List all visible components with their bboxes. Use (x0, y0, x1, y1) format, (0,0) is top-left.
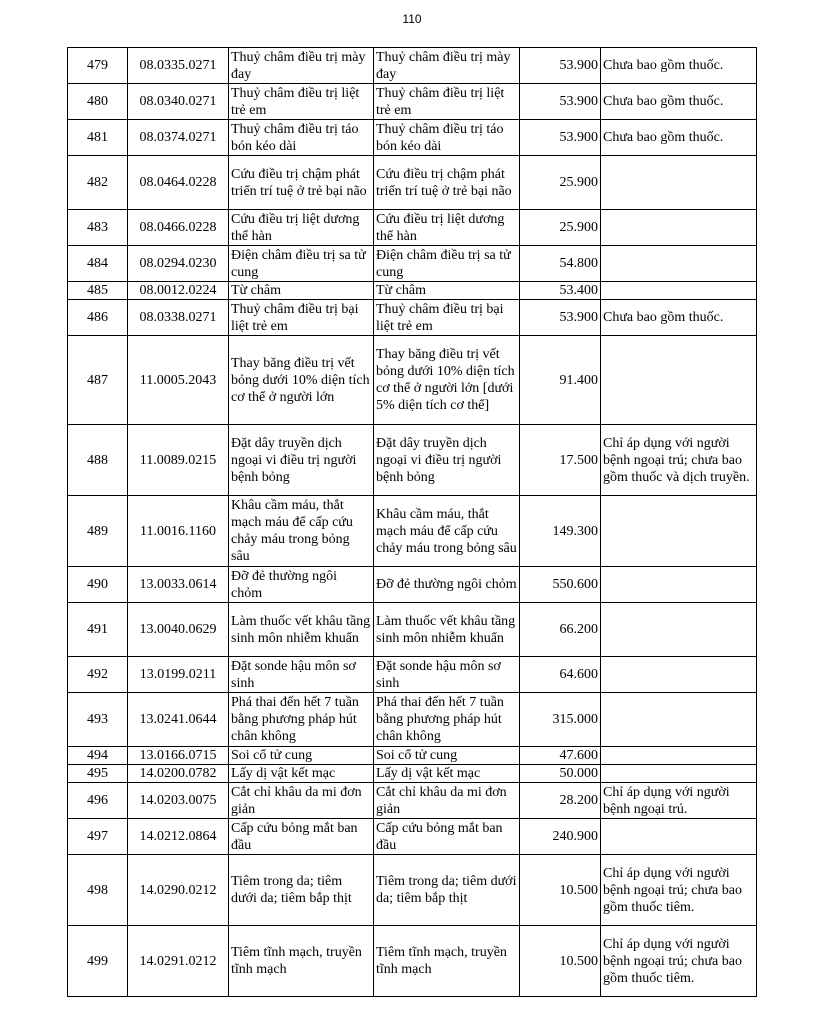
service-note (601, 819, 757, 855)
service-name: Từ châm (229, 282, 374, 300)
service-price: 10.500 (520, 855, 601, 926)
table-row (68, 496, 757, 567)
service-code: 14.0212.0864 (128, 819, 229, 855)
service-name: Khâu cầm máu, thắt mạch máu để cấp cứu chảy máu trong bỏng sâu (229, 496, 374, 567)
service-price: 53.900 (520, 300, 601, 336)
service-code: 13.0241.0644 (128, 693, 229, 747)
service-code: 11.0089.0215 (128, 425, 229, 496)
service-name: Cứu điều trị chậm phát triển trí tuệ ở trẻ bại não (229, 156, 374, 210)
service-code: 13.0033.0614 (128, 567, 229, 603)
service-note: Chưa bao gồm thuốc. (601, 300, 757, 336)
service-note (601, 765, 757, 783)
service-note: Chỉ áp dụng với người bệnh ngoại trú. (601, 783, 757, 819)
service-name-alt: Thuỷ châm điều trị táo bón kéo dài (374, 120, 520, 156)
row-number: 484 (68, 246, 128, 282)
service-price: 25.900 (520, 210, 601, 246)
service-name: Thuỷ châm điều trị liệt trẻ em (229, 84, 374, 120)
row-number: 481 (68, 120, 128, 156)
service-code: 08.0464.0228 (128, 156, 229, 210)
service-name-alt: Thuỷ châm điều trị mày đay (374, 48, 520, 84)
service-price: 91.400 (520, 336, 601, 425)
service-price: 50.000 (520, 765, 601, 783)
service-note (601, 567, 757, 603)
service-note (601, 747, 757, 765)
service-price: 53.900 (520, 120, 601, 156)
service-price: 17.500 (520, 425, 601, 496)
service-name-alt: Tiêm trong da; tiêm dưới da; tiêm bắp thịt (374, 855, 520, 926)
service-price: 25.900 (520, 156, 601, 210)
service-note (601, 603, 757, 657)
service-name-alt: Lấy dị vật kết mạc (374, 765, 520, 783)
service-name-alt: Điện châm điều trị sa tử cung (374, 246, 520, 282)
service-code: 08.0294.0230 (128, 246, 229, 282)
table-row (68, 657, 757, 693)
table-row (68, 336, 757, 425)
service-note: Chưa bao gồm thuốc. (601, 84, 757, 120)
service-name-alt: Cứu điều trị chậm phát triển trí tuệ ở trẻ bại não (374, 156, 520, 210)
table-row (68, 282, 757, 300)
row-number: 487 (68, 336, 128, 425)
service-price: 550.600 (520, 567, 601, 603)
price-table (67, 47, 757, 997)
service-note (601, 246, 757, 282)
row-number: 479 (68, 48, 128, 84)
table-body (68, 48, 757, 997)
service-price: 53.900 (520, 48, 601, 84)
service-note (601, 657, 757, 693)
service-name: Cắt chỉ khâu da mi đơn giản (229, 783, 374, 819)
service-price: 315.000 (520, 693, 601, 747)
service-name: Đặt dây truyền dịch ngoại vi điều trị người bệnh bỏng (229, 425, 374, 496)
row-number: 483 (68, 210, 128, 246)
service-price: 240.900 (520, 819, 601, 855)
service-note: Chỉ áp dụng với người bệnh ngoại trú; chưa bao gồm thuốc và dịch truyền. (601, 425, 757, 496)
service-name: Điện châm điều trị sa tử cung (229, 246, 374, 282)
service-price: 53.400 (520, 282, 601, 300)
row-number: 488 (68, 425, 128, 496)
service-name-alt: Phá thai đến hết 7 tuần bằng phương pháp hút chân không (374, 693, 520, 747)
service-code: 11.0016.1160 (128, 496, 229, 567)
page-number: 110 (402, 12, 422, 26)
service-name: Làm thuốc vết khâu tầng sinh môn nhiễm khuẩn (229, 603, 374, 657)
service-name: Đặt sonde hậu môn sơ sinh (229, 657, 374, 693)
service-price: 10.500 (520, 926, 601, 997)
service-code: 08.0012.0224 (128, 282, 229, 300)
row-number: 499 (68, 926, 128, 997)
row-number: 490 (68, 567, 128, 603)
service-name: Cấp cứu bỏng mắt ban đầu (229, 819, 374, 855)
row-number: 492 (68, 657, 128, 693)
service-name-alt: Đỡ đẻ thường ngôi chỏm (374, 567, 520, 603)
service-price: 53.900 (520, 84, 601, 120)
service-note: Chỉ áp dụng với người bệnh ngoại trú; chưa bao gồm thuốc tiêm. (601, 926, 757, 997)
service-price: 149.300 (520, 496, 601, 567)
service-code: 14.0290.0212 (128, 855, 229, 926)
service-name: Phá thai đến hết 7 tuần bằng phương pháp hút chân không (229, 693, 374, 747)
row-number: 491 (68, 603, 128, 657)
service-name-alt: Khâu cầm máu, thắt mạch máu để cấp cứu chảy máu trong bỏng sâu (374, 496, 520, 567)
table-row (68, 120, 757, 156)
service-name-alt: Soi cổ tử cung (374, 747, 520, 765)
service-name-alt: Thay băng điều trị vết bỏng dưới 10% diện tích cơ thể ở người lớn [dưới 5% diện tích cơ thể] (374, 336, 520, 425)
row-number: 496 (68, 783, 128, 819)
row-number: 498 (68, 855, 128, 926)
service-name-alt: Thuỷ châm điều trị bại liệt trẻ em (374, 300, 520, 336)
service-note: Chưa bao gồm thuốc. (601, 48, 757, 84)
service-name: Tiêm trong da; tiêm dưới da; tiêm bắp thịt (229, 855, 374, 926)
table-row (68, 246, 757, 282)
service-name-alt: Tiêm tĩnh mạch, truyền tĩnh mạch (374, 926, 520, 997)
row-number: 486 (68, 300, 128, 336)
service-note (601, 693, 757, 747)
row-number: 493 (68, 693, 128, 747)
service-code: 13.0199.0211 (128, 657, 229, 693)
table-row (68, 567, 757, 603)
service-name: Soi cổ tử cung (229, 747, 374, 765)
service-code: 14.0203.0075 (128, 783, 229, 819)
service-name-alt: Cấp cứu bỏng mắt ban đầu (374, 819, 520, 855)
service-code: 08.0335.0271 (128, 48, 229, 84)
table-row (68, 425, 757, 496)
service-code: 14.0200.0782 (128, 765, 229, 783)
table-row (68, 783, 757, 819)
service-code: 13.0040.0629 (128, 603, 229, 657)
service-name: Cứu điều trị liệt dương thể hàn (229, 210, 374, 246)
service-name: Tiêm tĩnh mạch, truyền tĩnh mạch (229, 926, 374, 997)
table-row (68, 693, 757, 747)
service-code: 08.0338.0271 (128, 300, 229, 336)
row-number: 489 (68, 496, 128, 567)
service-code: 14.0291.0212 (128, 926, 229, 997)
service-name-alt: Đặt sonde hậu môn sơ sinh (374, 657, 520, 693)
service-price: 54.800 (520, 246, 601, 282)
service-name-alt: Thuỷ châm điều trị liệt trẻ em (374, 84, 520, 120)
service-note (601, 336, 757, 425)
service-note: Chưa bao gồm thuốc. (601, 120, 757, 156)
service-name-alt: Đặt dây truyền dịch ngoại vi điều trị người bệnh bỏng (374, 425, 520, 496)
service-name-alt: Làm thuốc vết khâu tầng sinh môn nhiễm khuẩn (374, 603, 520, 657)
row-number: 480 (68, 84, 128, 120)
service-code: 13.0166.0715 (128, 747, 229, 765)
table-row (68, 300, 757, 336)
table-row (68, 855, 757, 926)
table-row (68, 210, 757, 246)
service-code: 08.0340.0271 (128, 84, 229, 120)
service-price: 66.200 (520, 603, 601, 657)
table-row (68, 48, 757, 84)
service-name-alt: Cắt chỉ khâu da mi đơn giản (374, 783, 520, 819)
service-note (601, 282, 757, 300)
service-name: Lấy dị vật kết mạc (229, 765, 374, 783)
table-row (68, 84, 757, 120)
service-note (601, 156, 757, 210)
service-price: 28.200 (520, 783, 601, 819)
service-code: 11.0005.2043 (128, 336, 229, 425)
table-row (68, 926, 757, 997)
table-row (68, 819, 757, 855)
table-row (68, 156, 757, 210)
service-code: 08.0374.0271 (128, 120, 229, 156)
service-code: 08.0466.0228 (128, 210, 229, 246)
service-note (601, 496, 757, 567)
row-number: 485 (68, 282, 128, 300)
row-number: 495 (68, 765, 128, 783)
service-name: Đỡ đẻ thường ngôi chỏm (229, 567, 374, 603)
service-name: Thuỷ châm điều trị mày đay (229, 48, 374, 84)
service-note (601, 210, 757, 246)
service-name-alt: Từ châm (374, 282, 520, 300)
row-number: 494 (68, 747, 128, 765)
row-number: 497 (68, 819, 128, 855)
service-note: Chỉ áp dụng với người bệnh ngoại trú; chưa bao gồm thuốc tiêm. (601, 855, 757, 926)
service-name: Thuỷ châm điều trị táo bón kéo dài (229, 120, 374, 156)
service-price: 64.600 (520, 657, 601, 693)
service-name: Thuỷ châm điều trị bại liệt trẻ em (229, 300, 374, 336)
table-row (68, 603, 757, 657)
table-row (68, 747, 757, 765)
service-name: Thay băng điều trị vết bỏng dưới 10% diện tích cơ thể ở người lớn (229, 336, 374, 425)
service-name-alt: Cứu điều trị liệt dương thể hàn (374, 210, 520, 246)
table-row (68, 765, 757, 783)
row-number: 482 (68, 156, 128, 210)
service-price: 47.600 (520, 747, 601, 765)
